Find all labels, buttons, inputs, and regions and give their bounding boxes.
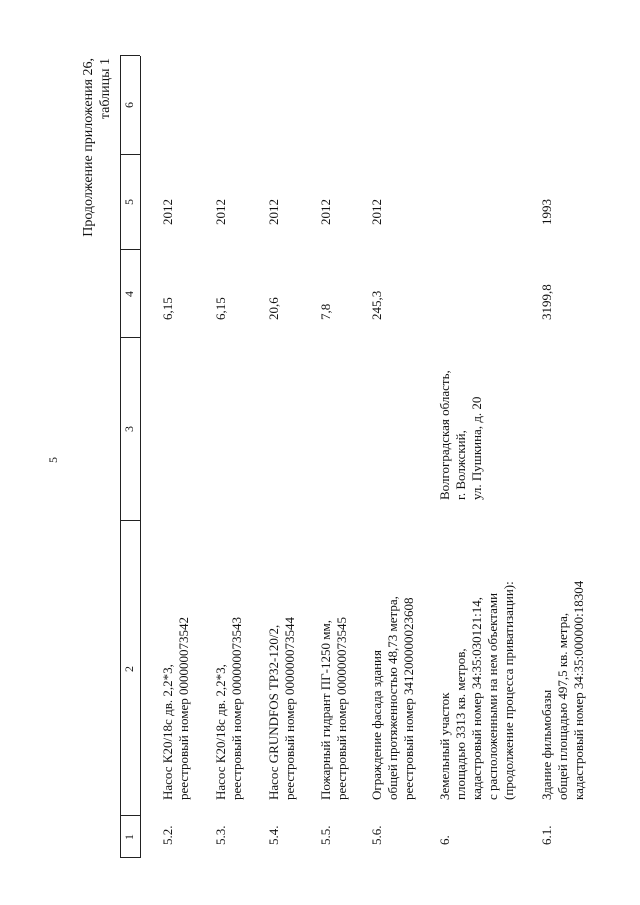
desc-line: площадью 3313 кв. метров, xyxy=(453,648,468,800)
header-bottom-border xyxy=(140,56,141,858)
desc-line: Ограждение фасада здания xyxy=(369,650,384,800)
address-line: Волгоградская область, xyxy=(437,370,452,500)
address-line: ул. Пушкина, д. 20 xyxy=(469,396,484,500)
desc-line: (продолжение процесса приватизации): xyxy=(501,581,516,800)
desc-line: Насос К20/18с дв. 2,2*3, xyxy=(213,664,228,800)
col-divider-3-4 xyxy=(120,337,140,338)
row-description xyxy=(213,617,245,800)
row-value: 3199,8 xyxy=(539,284,554,320)
row-year: 1993 xyxy=(539,199,554,225)
page-number: 5 xyxy=(46,457,60,463)
desc-line: Насос К20/18с дв. 2,2*3, xyxy=(160,664,175,800)
table-top-border xyxy=(120,56,121,858)
row-description xyxy=(318,617,350,800)
row-value: 20,6 xyxy=(266,297,281,320)
col-divider-5-6 xyxy=(120,154,140,155)
col-header-5: 5 xyxy=(122,199,136,205)
col-header-1: 1 xyxy=(122,834,136,840)
continuation-line-2: таблицы 1 xyxy=(98,58,113,120)
col-divider-1-2 xyxy=(120,815,140,816)
row-address xyxy=(437,370,485,500)
row-year: 2012 xyxy=(318,199,333,225)
desc-line: Пожарный гидрант ПГ-1250 мм, xyxy=(318,620,333,800)
row-value: 6,15 xyxy=(160,297,175,320)
col-divider-4-5 xyxy=(120,249,140,250)
desc-line: с расположенными на нем объектами xyxy=(485,592,500,800)
row-description xyxy=(437,581,517,800)
col-header-3: 3 xyxy=(122,426,136,432)
desc-line: Насос GRUNDFOS TP32-120/2, xyxy=(266,624,281,800)
row-value: 6,15 xyxy=(213,297,228,320)
row-number: 5.3. xyxy=(213,825,228,845)
col-header-2: 2 xyxy=(122,666,136,672)
col-divider-2-3 xyxy=(120,520,140,521)
desc-line: кадастровый номер 34:35:000000:18304 xyxy=(571,580,586,800)
row-value: 245,3 xyxy=(369,290,384,320)
row-number: 5.5. xyxy=(318,825,333,845)
row-number: 6.1. xyxy=(539,825,554,845)
desc-line: реестровый номер 000000073543 xyxy=(229,616,244,800)
col-divider-left xyxy=(120,857,140,858)
desc-line: общей протяженностью 48,73 метра, xyxy=(385,596,400,800)
col-divider-right xyxy=(120,55,140,56)
row-number: 5.6. xyxy=(369,825,384,845)
row-description xyxy=(266,617,298,800)
desc-line: кадастровый номер 34:35:030121:14, xyxy=(469,596,484,800)
desc-line: реестровый номер 000000073544 xyxy=(282,616,297,800)
row-year: 2012 xyxy=(213,199,228,225)
desc-line: реестровый номер 000000073545 xyxy=(334,616,349,800)
col-header-6: 6 xyxy=(122,102,136,108)
row-description xyxy=(539,581,587,800)
row-number: 5.4. xyxy=(266,825,281,845)
row-description xyxy=(160,617,192,800)
desc-line: реестровый номер 000000073542 xyxy=(176,616,191,800)
row-year: 2012 xyxy=(160,199,175,225)
desc-line: реестровый номер 341200000023608 xyxy=(401,597,416,800)
row-description xyxy=(369,596,417,800)
col-header-4: 4 xyxy=(122,291,136,297)
row-number: 5.2. xyxy=(160,825,175,845)
desc-line: Здание фильмобазы xyxy=(539,689,554,800)
row-value: 7,8 xyxy=(318,303,333,320)
desc-line: Земельный участок xyxy=(437,692,452,800)
row-year: 2012 xyxy=(266,199,281,225)
row-number: 6. xyxy=(437,835,452,845)
desc-line: общей площадью 497,5 кв. метра, xyxy=(555,612,570,800)
row-year: 2012 xyxy=(369,199,384,225)
continuation-line-1: Продолжение приложения 26, xyxy=(81,58,96,237)
continuation-title xyxy=(80,58,114,237)
address-line: г. Волжский, xyxy=(453,430,468,500)
